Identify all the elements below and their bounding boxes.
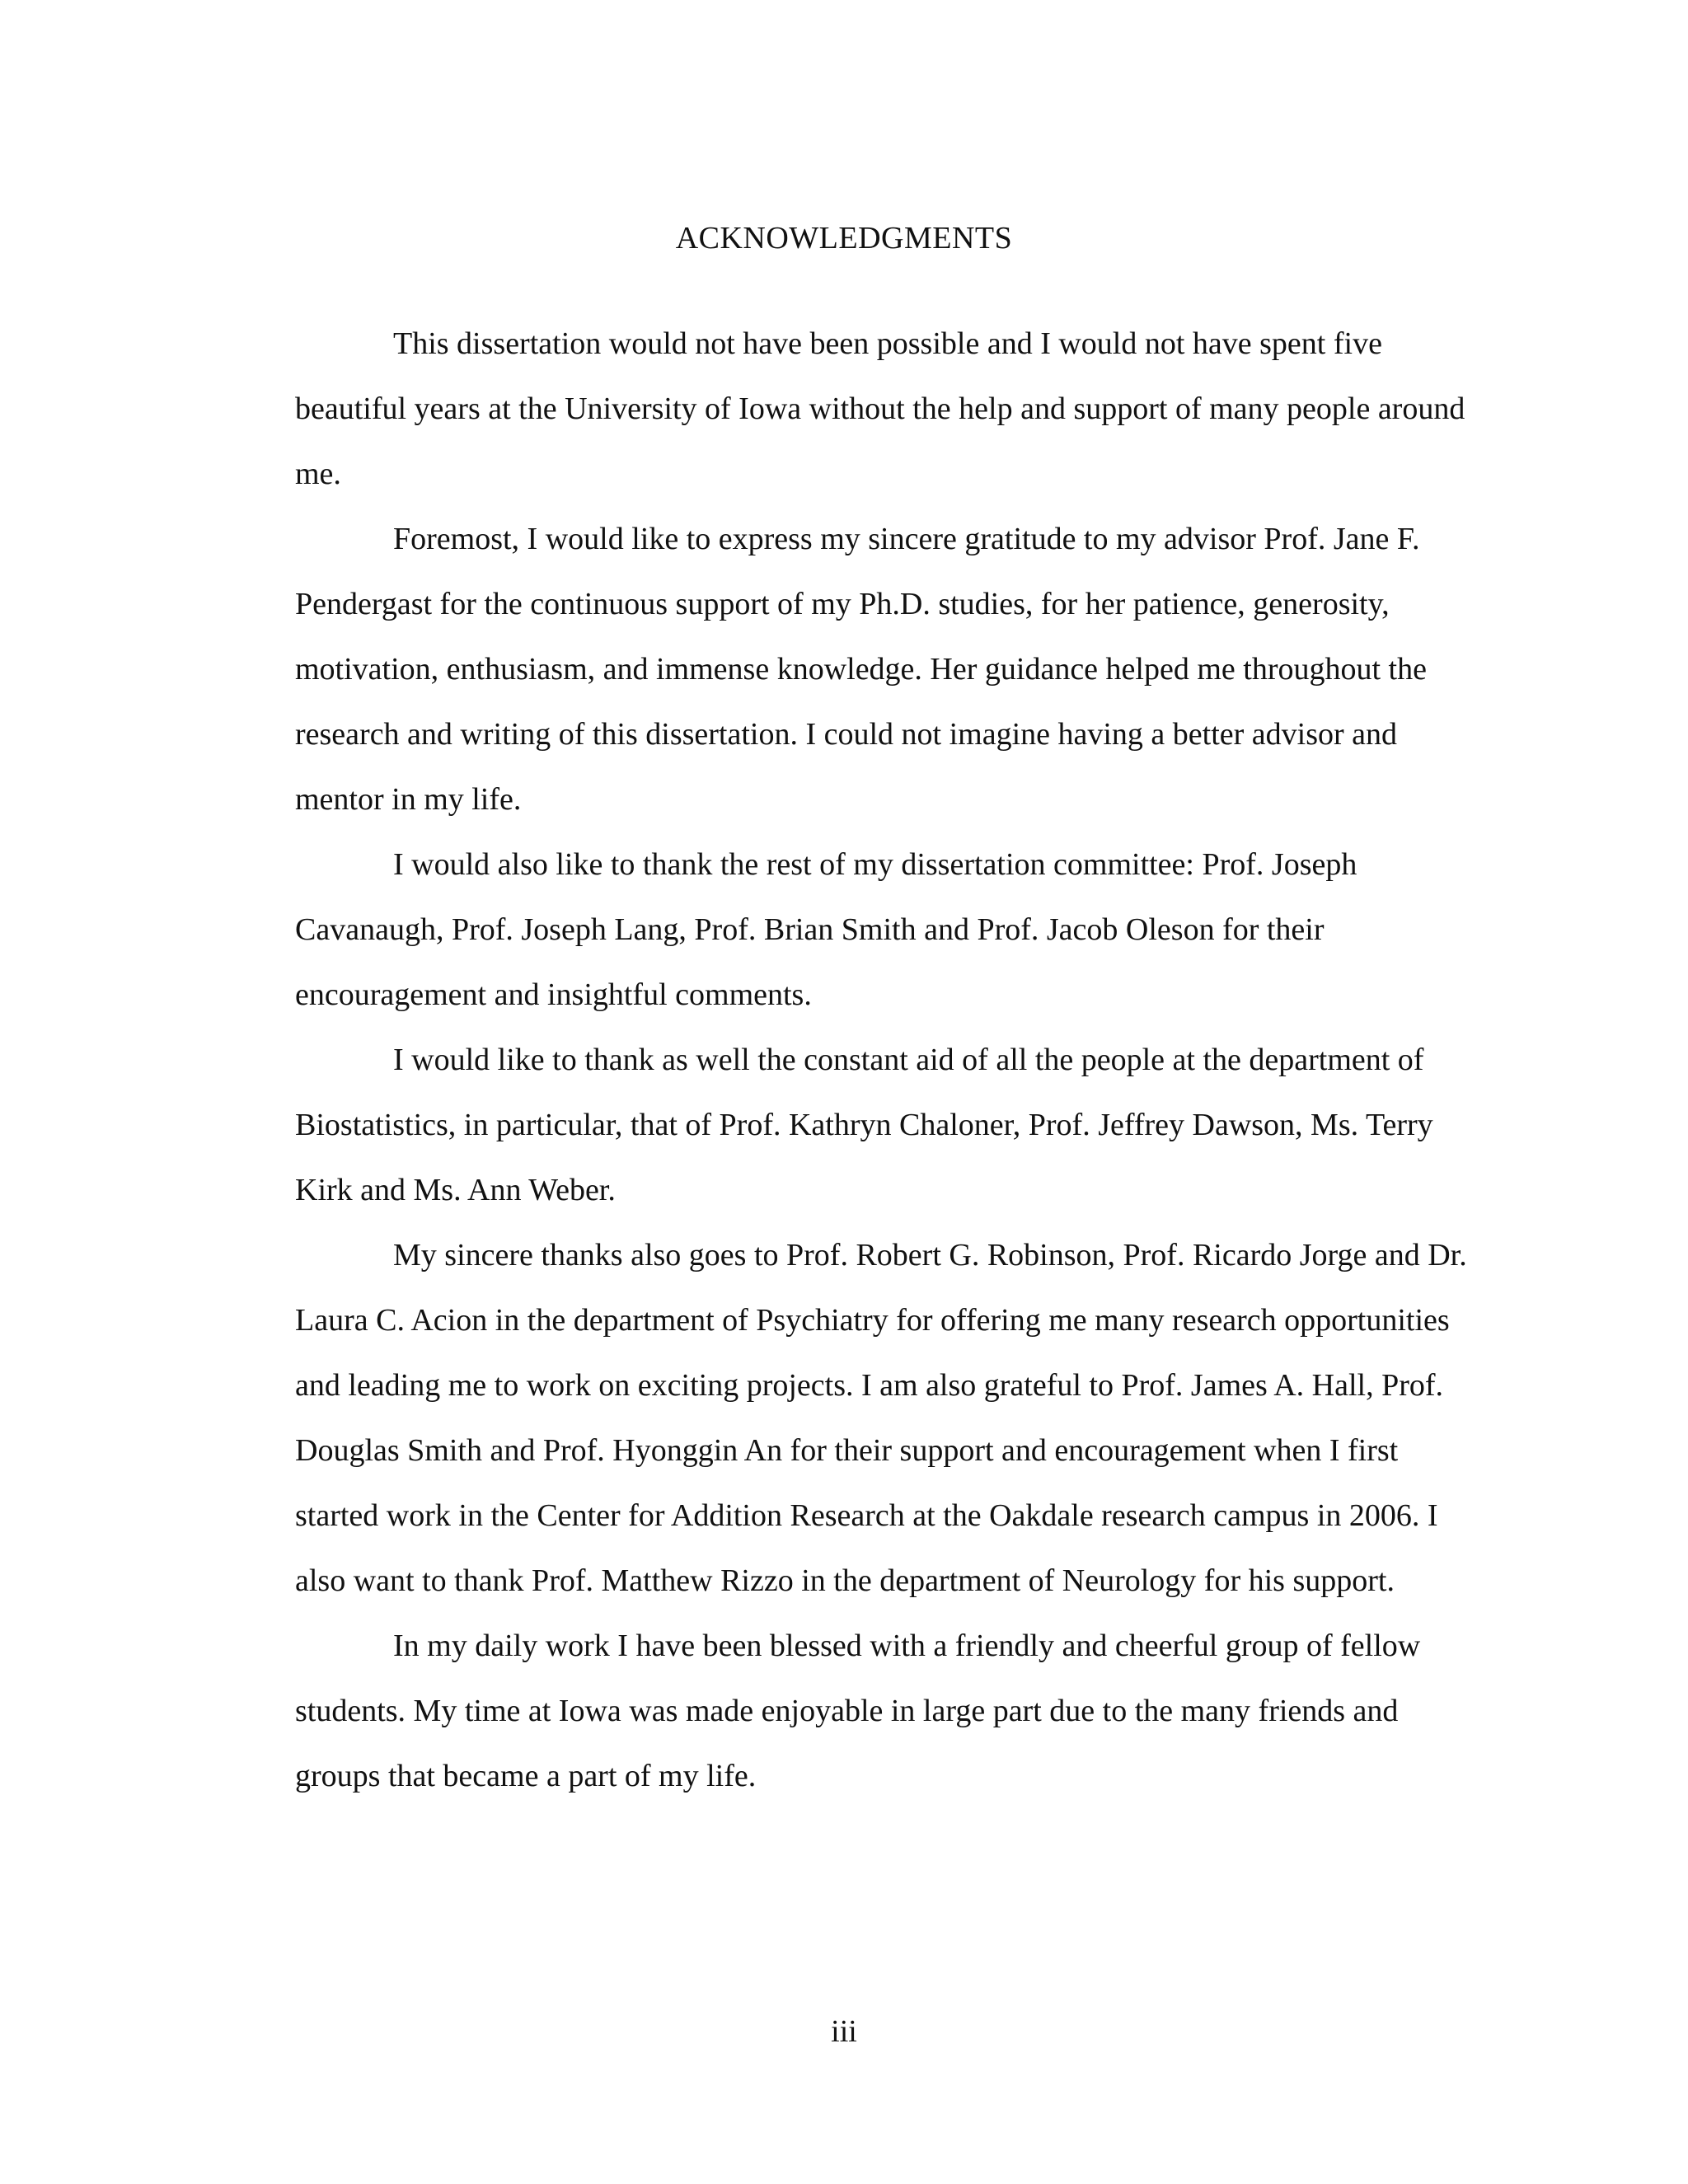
page-title: ACKNOWLEDGMENTS: [675, 221, 1013, 255]
paragraph-5: My sincere thanks also goes to Prof. Robert G. Robinson, Prof. Ricardo Jorge and Dr. Laura C. Acion in the department of Psychiatry for offering me many research opportunities and leading me to work on exciting projects. I am also grateful to Prof. James A. Hall, Prof. Douglas Smith and Prof. Hyonggin An for their support and encouragement when I first started work in the Center for Addition Research at the Oakdale research campus in 2006. I also want to thank Prof. Matthew Rizzo in the department of Neurology for his support.: [295, 1238, 1467, 1598]
paragraph-4: I would like to thank as well the constant aid of all the people at the department of Biostatistics, in particular, that of Prof. Kathryn Chaloner, Prof. Jeffrey Dawson, Ms. Terry Kirk and Ms. Ann Weber.: [295, 1043, 1433, 1207]
paragraph-2: Foremost, I would like to express my sincere gratitude to my advisor Prof. Jane F. Pendergast for the continuous support of my Ph.D. studies, for her patience, generosity, motivation, enthusiasm, and immense knowledge. Her guidance helped me throughout the research and writing of this dissertation. I could not imagine having a better advisor and mentor in my life.: [295, 522, 1427, 817]
paragraph-1: This dissertation would not have been possible and I would not have spent five beautiful years at the University of Iowa without the help and support of many people around me.: [295, 326, 1465, 491]
paragraph-6: In my daily work I have been blessed with a friendly and cheerful group of fellow students. My time at Iowa was made enjoyable in large part due to the many friends and groups that became a part of my life.: [295, 1629, 1421, 1793]
page-number: iii: [831, 2014, 857, 2049]
paragraph-3: I would also like to thank the rest of my dissertation committee: Prof. Joseph Cavanaugh, Prof. Joseph Lang, Prof. Brian Smith and Prof. Jacob Oleson for their encouragement and insightful comments.: [295, 847, 1357, 1012]
acknowledgments-body: [295, 312, 1474, 1809]
